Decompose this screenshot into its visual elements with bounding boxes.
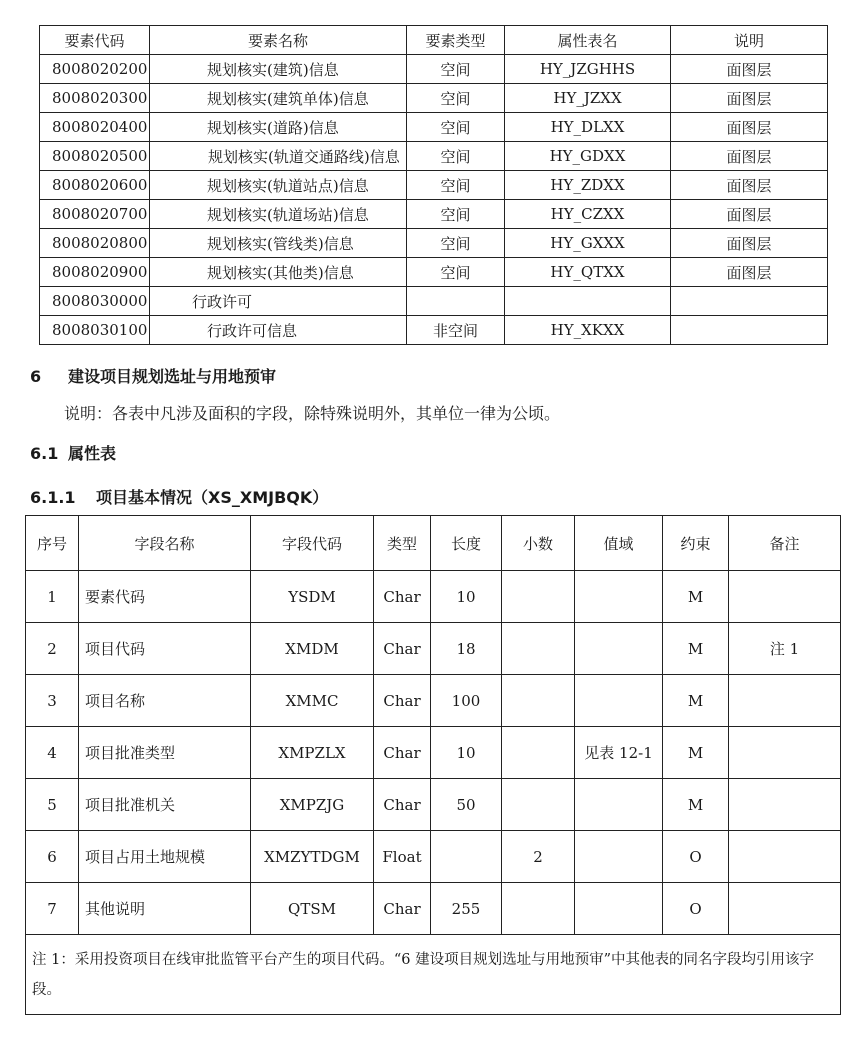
field-range	[575, 623, 663, 675]
col-header-attr-table: 属性表名	[505, 26, 671, 55]
field-constraint: O	[663, 883, 729, 935]
field-type: Char	[374, 779, 431, 831]
element-type: 空间	[407, 84, 505, 113]
table-row	[26, 883, 841, 935]
seq: 7	[26, 883, 79, 935]
element-desc: 面图层	[671, 142, 828, 171]
table-row	[26, 779, 841, 831]
element-type: 空间	[407, 55, 505, 84]
field-code: XMDM	[251, 623, 374, 675]
field-type: Char	[374, 727, 431, 779]
attr-table-name	[505, 287, 671, 316]
section-number: 6.1.1	[30, 488, 76, 507]
field-decimal: 2	[502, 831, 575, 883]
field-code: YSDM	[251, 571, 374, 623]
element-code: 8008020200	[40, 55, 150, 84]
col-header-seq: 序号	[26, 516, 79, 571]
element-desc: 面图层	[671, 55, 828, 84]
table-row	[40, 84, 828, 113]
field-decimal	[502, 727, 575, 779]
element-desc: 面图层	[671, 171, 828, 200]
col-header-desc: 说明	[671, 26, 828, 55]
seq: 2	[26, 623, 79, 675]
field-type: Char	[374, 623, 431, 675]
element-name: 规划核实(道路)信息	[150, 113, 407, 142]
element-code: 8008020600	[40, 171, 150, 200]
element-type: 空间	[407, 142, 505, 171]
field-type: Char	[374, 571, 431, 623]
element-name: 规划核实(管线类)信息	[150, 229, 407, 258]
section-number: 6.1	[30, 444, 59, 463]
field-constraint: O	[663, 831, 729, 883]
table-row	[40, 171, 828, 200]
col-header-element-type: 要素类型	[407, 26, 505, 55]
section-heading-6	[30, 364, 276, 387]
seq: 5	[26, 779, 79, 831]
field-length: 100	[431, 675, 502, 727]
attr-table-name: HY_GDXX	[505, 142, 671, 171]
table-footnote: 注 1：采用投资项目在线审批监管平台产生的项目代码。“6 建设项目规划选址与用地预审”中其他表的同名字段均引用该字段。	[26, 935, 841, 1015]
field-range	[575, 675, 663, 727]
field-constraint: M	[663, 727, 729, 779]
section-heading-6-1-1	[30, 485, 328, 508]
field-decimal	[502, 623, 575, 675]
table-row	[40, 316, 828, 345]
col-header-type: 类型	[374, 516, 431, 571]
field-name: 要素代码	[79, 571, 251, 623]
element-code: 8008020300	[40, 84, 150, 113]
element-desc: 面图层	[671, 200, 828, 229]
element-name: 规划核实(建筑单体)信息	[150, 84, 407, 113]
attr-table-name: HY_XKXX	[505, 316, 671, 345]
field-length: 255	[431, 883, 502, 935]
field-remark	[729, 727, 841, 779]
attr-table-name: HY_JZGHHS	[505, 55, 671, 84]
field-name: 项目批准类型	[79, 727, 251, 779]
element-code: 8008020500	[40, 142, 150, 171]
col-header-element-name: 要素名称	[150, 26, 407, 55]
element-type: 空间	[407, 171, 505, 200]
field-remark	[729, 831, 841, 883]
field-code: XMPZLX	[251, 727, 374, 779]
table-row	[26, 831, 841, 883]
element-name: 规划核实(轨道场站)信息	[150, 200, 407, 229]
attr-table-name: HY_JZXX	[505, 84, 671, 113]
seq: 4	[26, 727, 79, 779]
seq: 1	[26, 571, 79, 623]
seq: 6	[26, 831, 79, 883]
element-name: 行政许可信息	[150, 316, 407, 345]
col-header-range: 值域	[575, 516, 663, 571]
field-decimal	[502, 779, 575, 831]
field-range	[575, 831, 663, 883]
field-remark	[729, 675, 841, 727]
table-header-row	[26, 516, 841, 571]
col-header-field-name: 字段名称	[79, 516, 251, 571]
element-code: 8008020900	[40, 258, 150, 287]
col-header-element-code: 要素代码	[40, 26, 150, 55]
field-constraint: M	[663, 571, 729, 623]
table-row	[26, 623, 841, 675]
element-desc: 面图层	[671, 258, 828, 287]
field-decimal	[502, 571, 575, 623]
field-code: XMMC	[251, 675, 374, 727]
attr-table-name: HY_DLXX	[505, 113, 671, 142]
element-code: 8008020400	[40, 113, 150, 142]
field-type: Char	[374, 675, 431, 727]
table-row	[40, 200, 828, 229]
section-number: 6	[30, 367, 42, 386]
col-header-length: 长度	[431, 516, 502, 571]
element-type	[407, 287, 505, 316]
attr-table-name: HY_GXXX	[505, 229, 671, 258]
element-code: 8008020700	[40, 200, 150, 229]
section-title: 项目基本情况（XS_XMJBQK）	[96, 488, 329, 507]
table-row	[26, 675, 841, 727]
col-header-remark: 备注	[729, 516, 841, 571]
element-desc	[671, 316, 828, 345]
field-range: 见表 12-1	[575, 727, 663, 779]
table-row	[40, 287, 828, 316]
element-type: 空间	[407, 229, 505, 258]
field-remark: 注 1	[729, 623, 841, 675]
element-desc: 面图层	[671, 84, 828, 113]
field-remark	[729, 571, 841, 623]
element-desc: 面图层	[671, 229, 828, 258]
element-name: 行政许可	[150, 287, 407, 316]
element-desc	[671, 287, 828, 316]
field-remark	[729, 779, 841, 831]
field-constraint: M	[663, 675, 729, 727]
field-remark	[729, 883, 841, 935]
table-row	[40, 142, 828, 171]
field-code: XMZYTDGM	[251, 831, 374, 883]
element-type: 空间	[407, 200, 505, 229]
field-range	[575, 883, 663, 935]
field-length: 10	[431, 571, 502, 623]
field-decimal	[502, 883, 575, 935]
table-row	[26, 571, 841, 623]
section-title: 属性表	[68, 444, 117, 463]
col-header-field-code: 字段代码	[251, 516, 374, 571]
element-name: 规划核实(建筑)信息	[150, 55, 407, 84]
col-header-decimal: 小数	[502, 516, 575, 571]
element-type: 非空间	[407, 316, 505, 345]
element-code: 8008030000	[40, 287, 150, 316]
table-row	[26, 727, 841, 779]
attribute-table	[25, 515, 841, 1015]
field-length: 10	[431, 727, 502, 779]
table-row	[40, 229, 828, 258]
field-constraint: M	[663, 779, 729, 831]
table-row	[40, 113, 828, 142]
table-row	[40, 258, 828, 287]
element-code: 8008030100	[40, 316, 150, 345]
field-type: Char	[374, 883, 431, 935]
field-type: Float	[374, 831, 431, 883]
field-length	[431, 831, 502, 883]
attr-table-name: HY_QTXX	[505, 258, 671, 287]
footnote-row	[26, 935, 841, 1015]
field-name: 项目批准机关	[79, 779, 251, 831]
field-decimal	[502, 675, 575, 727]
element-name: 规划核实(其他类)信息	[150, 258, 407, 287]
section-title: 建设项目规划选址与用地预审	[68, 367, 277, 386]
field-name: 项目占用土地规模	[79, 831, 251, 883]
field-range	[575, 571, 663, 623]
section-heading-6-1	[30, 441, 116, 464]
element-desc: 面图层	[671, 113, 828, 142]
element-name: 规划核实(轨道交通路线)信息	[150, 142, 407, 171]
field-constraint: M	[663, 623, 729, 675]
seq: 3	[26, 675, 79, 727]
col-header-constraint: 约束	[663, 516, 729, 571]
field-length: 18	[431, 623, 502, 675]
unit-note: 说明：各表中凡涉及面积的字段，除特殊说明外，其单位一律为公顷。	[64, 404, 561, 423]
element-code-table	[39, 25, 828, 345]
field-name: 项目名称	[79, 675, 251, 727]
field-code: XMPZJG	[251, 779, 374, 831]
field-name: 其他说明	[79, 883, 251, 935]
element-type: 空间	[407, 113, 505, 142]
field-name: 项目代码	[79, 623, 251, 675]
attr-table-name: HY_ZDXX	[505, 171, 671, 200]
field-length: 50	[431, 779, 502, 831]
element-code: 8008020800	[40, 229, 150, 258]
field-range	[575, 779, 663, 831]
attr-table-name: HY_CZXX	[505, 200, 671, 229]
table-header-row	[40, 26, 828, 55]
element-type: 空间	[407, 258, 505, 287]
table-row	[40, 55, 828, 84]
element-name: 规划核实(轨道站点)信息	[150, 171, 407, 200]
field-code: QTSM	[251, 883, 374, 935]
